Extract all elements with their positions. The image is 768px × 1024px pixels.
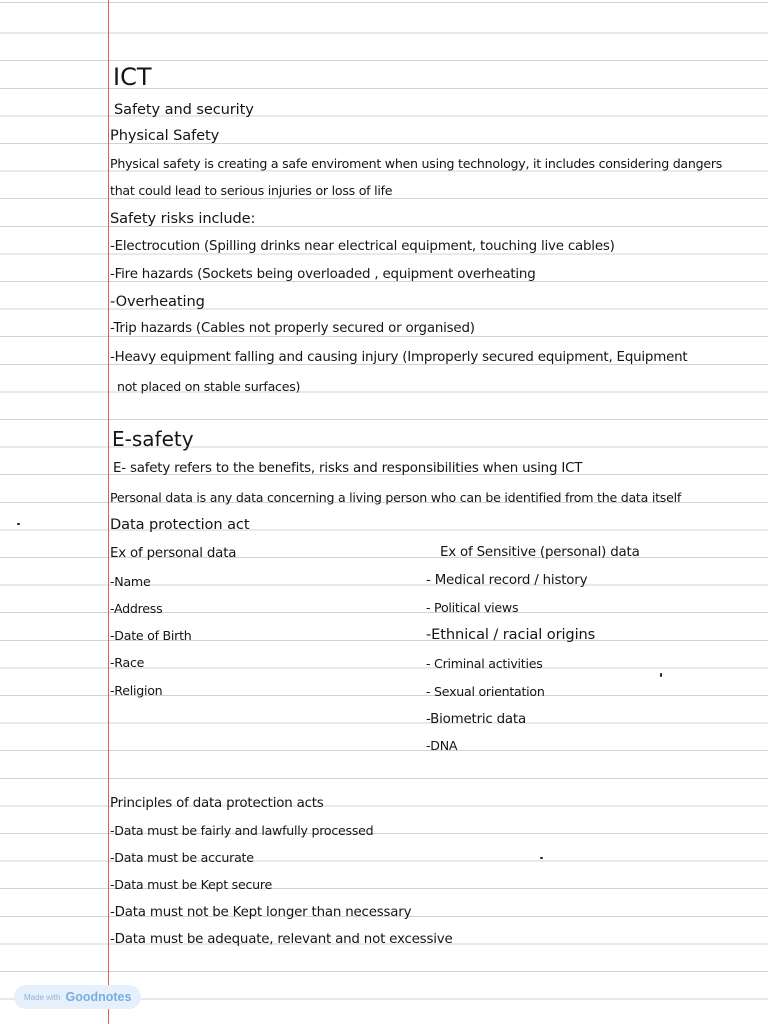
principles-heading: Principles of data protection acts	[110, 796, 324, 811]
stray-pen-dot	[17, 523, 20, 525]
principle-item: -Data must be accurate	[110, 850, 254, 865]
goodnotes-watermark	[14, 985, 141, 1009]
risk-item: -Electrocution (Spilling drinks near electrical equipment, touching live cables)	[110, 239, 615, 254]
margin-line	[108, 0, 109, 1024]
principle-item: -Data must be Kept secure	[110, 877, 273, 892]
stray-pen-dot	[660, 673, 662, 677]
risk-item: -Heavy equipment falling and causing injury (Improperly secured equipment, Equipment	[110, 350, 688, 365]
personal-data-item: -Race	[110, 655, 145, 670]
sensitive-data-heading: Ex of Sensitive (personal) data	[440, 545, 640, 560]
heading-e-safety: E-safety	[112, 427, 194, 451]
watermark-brand: Goodnotes	[65, 990, 132, 1004]
risk-item: -Overheating	[110, 293, 205, 310]
sensitive-data-item: - Sexual orientation	[426, 684, 545, 699]
risk-item-continuation: not placed on stable surfaces)	[117, 379, 301, 394]
risk-item: -Fire hazards (Sockets being overloaded , equipment overheating	[110, 267, 536, 282]
personal-data-heading: Ex of personal data	[110, 546, 237, 561]
principle-item: -Data must be adequate, relevant and not excessive	[110, 932, 453, 947]
personal-data-definition: Personal data is any data concerning a living person who can be identified from the data itself	[110, 490, 681, 505]
personal-data-item: -Address	[110, 601, 163, 616]
personal-data-item: -Name	[110, 574, 151, 589]
heading-safety-security: Safety and security	[114, 101, 254, 118]
sensitive-data-item: - Criminal activities	[426, 656, 543, 671]
personal-data-item: -Religion	[110, 683, 163, 698]
sensitive-data-item: -DNA	[426, 738, 458, 753]
principle-item: -Data must not be Kept longer than necessary	[110, 905, 412, 920]
principle-item: -Data must be fairly and lawfully processed	[110, 823, 374, 838]
sensitive-data-item: -Ethnical / racial origins	[426, 626, 596, 643]
risk-item: -Trip hazards (Cables not properly secured or organised)	[110, 321, 475, 336]
sensitive-data-item: -Biometric data	[426, 712, 526, 727]
physical-safety-definition-line-1: Physical safety is creating a safe enviroment when using technology, it includes considering dangers	[110, 156, 723, 171]
stray-pen-dot	[540, 857, 543, 859]
safety-risks-heading: Safety risks include:	[110, 210, 256, 227]
physical-safety-definition-line-2: that could lead to serious injuries or loss of life	[110, 183, 393, 198]
data-protection-act-heading: Data protection act	[110, 516, 250, 533]
sensitive-data-item: - Medical record / history	[426, 573, 588, 588]
personal-data-item: -Date of Birth	[110, 628, 192, 643]
e-safety-definition: E- safety refers to the benefits, risks and responsibilities when using ICT	[113, 461, 583, 476]
sensitive-data-item: - Political views	[426, 600, 519, 615]
heading-physical-safety: Physical Safety	[110, 127, 220, 144]
page-title: ICT	[113, 63, 152, 91]
watermark-prefix: Made with	[24, 992, 61, 1002]
